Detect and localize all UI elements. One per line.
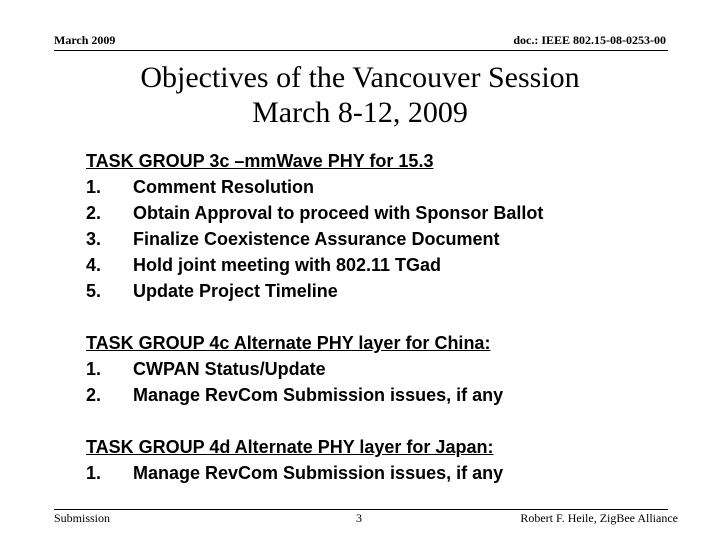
spacer [86, 304, 686, 330]
item-text: Manage RevCom Submission issues, if any [133, 385, 504, 405]
task-group-4c [86, 330, 686, 408]
item-number: 2. [86, 385, 102, 405]
item-text: CWPAN Status/Update [133, 359, 326, 379]
list-item [86, 356, 686, 382]
list-item [86, 382, 686, 408]
slide-body [86, 148, 686, 486]
footer-author: Robert F. Heile, ZigBee Alliance [520, 511, 678, 525]
group-heading: TASK GROUP 4c Alternate PHY layer for China: [86, 333, 491, 353]
item-number: 1. [86, 177, 102, 197]
title-line-1: Objectives of the Vancouver Session [140, 61, 580, 94]
item-number: 1. [86, 359, 102, 379]
footer-divider [54, 509, 668, 510]
list-item [86, 174, 686, 200]
spacer [86, 408, 686, 434]
header-date: March 2009 [54, 33, 116, 47]
item-number: 5. [86, 281, 102, 301]
item-text: Hold joint meeting with 802.11 TGad [133, 255, 442, 275]
item-text: Manage RevCom Submission issues, if any [133, 463, 504, 483]
list-item [86, 200, 686, 226]
group-heading: TASK GROUP 3c –mmWave PHY for 15.3 [86, 151, 434, 171]
page-number: 3 [356, 511, 362, 525]
title-line-2: March 8-12, 2009 [252, 96, 468, 129]
footer-submission: Submission [54, 511, 111, 525]
task-group-3c [86, 148, 686, 304]
item-number: 3. [86, 229, 102, 249]
item-number: 1. [86, 463, 102, 483]
list-item [86, 278, 686, 304]
item-text: Update Project Timeline [133, 281, 338, 301]
slide-title [60, 60, 660, 130]
header-doc-id: doc.: IEEE 802.15-08-0253-00 [513, 33, 666, 47]
item-text: Finalize Coexistence Assurance Document [133, 229, 500, 249]
group-heading: TASK GROUP 4d Alternate PHY layer for Japan: [86, 437, 494, 457]
header-divider [54, 50, 668, 51]
item-number: 4. [86, 255, 102, 275]
list-item [86, 226, 686, 252]
item-text: Obtain Approval to proceed with Sponsor Ballot [133, 203, 544, 223]
task-group-4d [86, 434, 686, 486]
item-text: Comment Resolution [133, 177, 315, 197]
list-item [86, 460, 686, 486]
item-number: 2. [86, 203, 102, 223]
list-item [86, 252, 686, 278]
